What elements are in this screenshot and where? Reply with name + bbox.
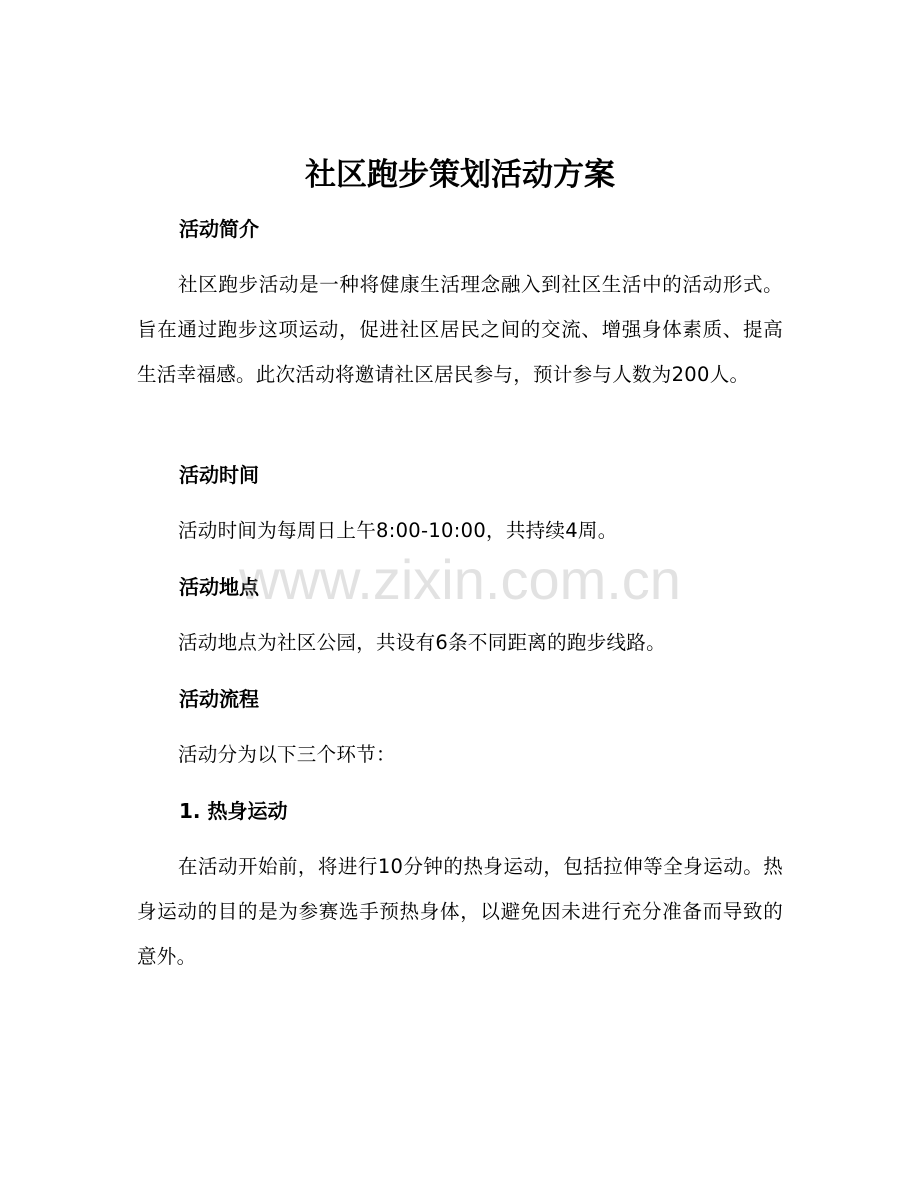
section-body-process: 活动分为以下三个环节： (178, 743, 396, 766)
section-heading-intro: 活动简介 (179, 217, 259, 241)
section-body-time: 活动时间为每周日上午8:00-10:00，共持续4周。 (178, 519, 618, 542)
watermark: www.zixin.com.cn (239, 548, 681, 611)
document-title: 社区跑步策划活动方案 (305, 157, 615, 193)
section-body-warmup: 在活动开始前，将进行10分钟的热身运动，包括拉伸等全身运动。热身运动的目的是为参赛选手预热身体，以避免因未进行充分准备而导致的意外。 (137, 855, 783, 968)
section-heading-process: 活动流程 (179, 687, 259, 711)
section-heading-warmup: 1. 热身运动 (179, 799, 288, 823)
section-heading-time: 活动时间 (179, 463, 259, 487)
section-body-intro: 社区跑步活动是一种将健康生活理念融入到社区生活中的活动形式。旨在通过跑步这项运动，促进社区居民之间的交流、增强身体素质、提高生活幸福感。此次活动将邀请社区居民参与，预计参与人数为200人。 (137, 273, 783, 386)
section-body-place: 活动地点为社区公园，共设有6条不同距离的跑步线路。 (178, 631, 666, 654)
section-heading-place: 活动地点 (179, 575, 259, 599)
